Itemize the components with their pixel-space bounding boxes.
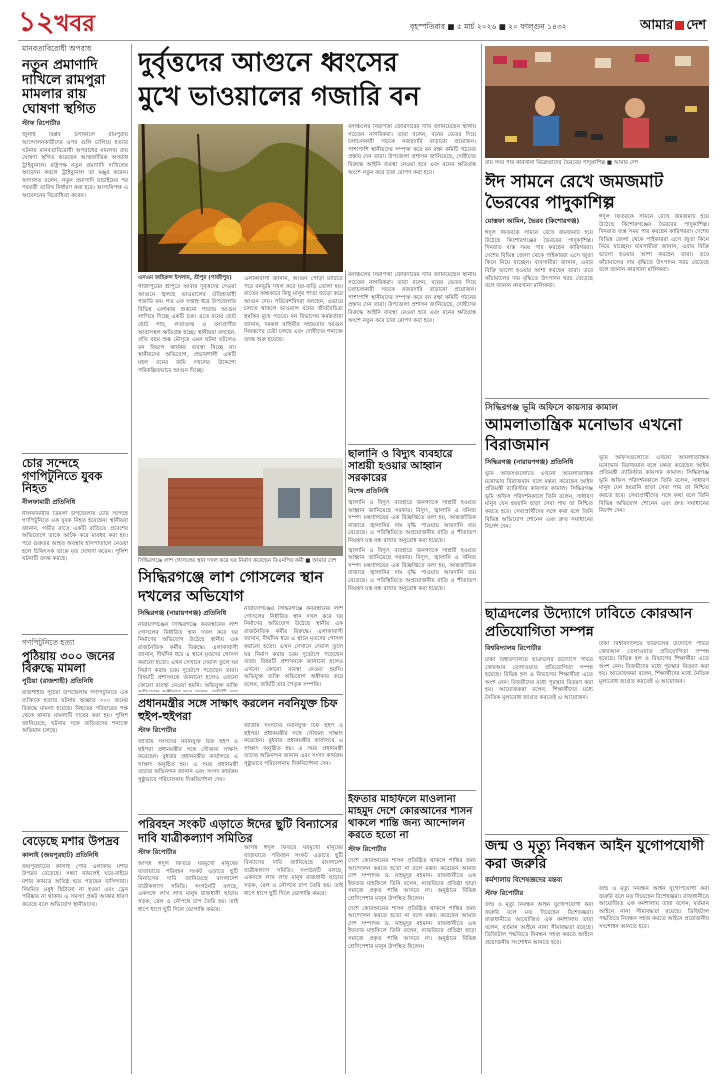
story-body: জন্ম ও মৃত্যু নিবন্ধন আইন যুগোপযোগী করা জরুরি বলে মত দিয়েছেন বিশেষজ্ঞরা। রাজধানীতে আয়োজিত এক কর্মশালায় তারা বলেন, বর্তমান আইনে নানা সীমাবদ্ধতা রয়েছে। ডিজিটাল পদ্ধতিতে নিবন্ধন সহজ করতে আইনে প্রয়োজনীয় সংশোধন আনতে হবে। (485, 902, 593, 946)
story-body-col2: জন্ম ও মৃত্যু নিবন্ধন আইন যুগোপযোগী করা জরুরি বলে মত দিয়েছেন বিশেষজ্ঞরা। রাজধানীতে আয়োজিত এক কর্মশালায় তারা বলেন, বর্তমান আইনে নানা সীমাবদ্ধতা রয়েছে। ডিজিটাল পদ্ধতিতে নিবন্ধন সহজ করতে আইনে প্রয়োজনীয় সংশোধন আনতে হবে। (599, 886, 709, 930)
story-byline: বিশ্ববিদ্যালয় রিপোর্টার (485, 644, 542, 652)
lead-column-2 (244, 276, 343, 456)
story-body-col2: ভূমি অফিসগুলোতে এখনো আমলাতান্ত্রিক মনোভাব বিরাজমান বলে মন্তব্য করেছেন আইন প্রতিমন্ত্রী ব্যারিস্টার কায়সার কামাল। সিদ্ধিরগঞ্জ ভূমি অফিস পরিদর্শনকালে তিনি বলেন, সাধারণ মানুষ যেন হয়রানি ছাড়া সেবা পায় তা নিশ্চিত করতে হবে। সেবাপ্রার্থীদের সঙ্গে কথা বলে তিনি বিভিন্ন অভিযোগ শোনেন এবং দ্রুত সমাধানের নির্দেশ দেন। (599, 455, 709, 515)
siddhirganj-story (138, 568, 343, 692)
land-office-story (485, 401, 709, 601)
story-kicker: সিদ্ধিরগঞ্জ ভূমি অফিসে কায়সার কামাল (485, 403, 618, 413)
lead-body: এলাকাবাসী জানান, আগুন পোড়া মাটিতে পরে বনভূমি দখল করে ঘর-বাড়ি তোলা হয়। রাতের অন্ধকারে কিছু মানুষ পাতা জড়ো করে আগুন দেয়। পরিবেশবিদরা বলছেন, এভাবে চলতে থাকলে ভাওয়াল বনের জীববৈচিত্র্য হুমকির মুখে পড়বে। বন বিভাগের কর্মকর্তারা জানান, দমকল বাহিনীর সহায়তায় আগুন নিয়ন্ত্রণের চেষ্টা চলছে এবং দোষীদের শনাক্তে তদন্ত শুরু হয়েছে। (244, 276, 343, 343)
left-column (22, 44, 128, 1074)
story-body: জ্বালানি ও বিদ্যুৎ ব্যবহারে জনগণকে সাশ্রয়ী হওয়ার আহ্বান জানিয়েছে সরকার। বিদ্যুৎ, জ্বালানি ও খনিজ সম্পদ মন্ত্রণালয়ের এক বিজ্ঞপ্তিতে বলা হয়, আন্তর্জাতিক বাজারে জ্বালানির দাম বৃদ্ধি পাওয়ায় আমদানি ব্যয় বেড়েছে। এ পরিস্থিতিতে অপ্রয়োজনীয় বাতি ও শীতাতপ নিয়ন্ত্রণ যন্ত্র বন্ধ রাখার অনুরোধ করা হয়েছে। (348, 547, 476, 592)
issue-date: বৃহস্পতিবার ■ ৫ মার্চ ২০২৬ ■ ২০ ফাল্গুন ১৪৩২ (410, 22, 567, 31)
story-body: রাজশাহীর পুঠিয়া উপজেলায় গণপিটুনিতে এক ব্যক্তিকে হত্যার ঘটনায় অজ্ঞাত ৩০০ জনের বিরুদ্ধে মামলা হয়েছে। নিহতের পরিবারের পক্ষ থেকে থানায় মামলাটি দায়ের করা হয়। পুলিশ জানিয়েছে, ঘটনার সঙ্গে জড়িতদের শনাক্তে অভিযান চলছে। (22, 690, 128, 735)
lead-headline-line2: মুখে ভাওয়ালের গজারি বন (138, 82, 420, 112)
registration-story (485, 837, 709, 1074)
transport-story (138, 817, 343, 1074)
photo-caption: সিদ্ধিরগঞ্জে লাশ গোসলের স্থান দখল করে ঘর নির্মাণ করেছেন বিএনপির কর্মী ■ আমার দেশ (138, 558, 337, 564)
building-image (138, 458, 343, 556)
story-body-col2: আসন্ন ঈদুল ফিতরে ঘরমুখো মানুষের যাতায়াতে পরিবহন সংকট এড়াতে ছুটি বিন্যাসের দাবি জানিয়েছে বাংলাদেশ যাত্রীকল্যাণ সমিতি। সংগঠনটি বলছে, একসঙ্গে লাখ লাখ মানুষ রাজধানী ছাড়ায় সড়ক, রেল ও নৌপথে চাপ তৈরি হয়। তাই ধাপে ধাপে ছুটি দিলে ভোগান্তি কমবে। (244, 845, 343, 897)
header-rule (18, 40, 708, 41)
brand-square (675, 21, 684, 30)
masthead-logo (640, 16, 706, 37)
story-byline: পুঠিয়া (রাজশাহী) প্রতিনিধি (22, 677, 94, 686)
lead-column-1 (138, 284, 236, 456)
story-headline: সিদ্ধিরগঞ্জে লাশ গোসলের স্থান দখলের অভিযোগ (138, 568, 324, 605)
story-body-col2: ঢাকা বিশ্ববিদ্যালয়ে ছাত্রদলের উদ্যোগে পবিত্র কোরআন তেলাওয়াত প্রতিযোগিতা সম্পন্ন হয়েছে। বিভিন্ন হল ও বিভাগের শিক্ষার্থীরা এতে অংশ নেন। বিজয়ীদের মধ্যে পুরস্কার বিতরণ করা হয়। আয়োজকরা বলেন, শিক্ষার্থীদের মধ্যে নৈতিক মূল্যবোধ জাগ্রত করতেই এ আয়োজন। (599, 641, 709, 685)
story-byline: স্টাফ রিপোর্টার (22, 119, 61, 128)
story-byline: সিদ্ধিরগঞ্জ (নারায়ণগঞ্জ) প্রতিনিধি (138, 609, 227, 617)
story-byline: স্টাফ রিপোর্টার (485, 889, 524, 897)
brand-left: আমার (640, 18, 674, 33)
story-byline: স্টাফ রিপোর্টার (348, 845, 387, 853)
story-body: জাতীয় সংসদের নবনিযুক্ত চিফ হুইপ ও হুইপরা প্রধানমন্ত্রীর সঙ্গে সৌজন্য সাক্ষাৎ করেছেন। বুধবার প্রধানমন্ত্রীর কার্যালয়ে এ সাক্ষাৎ অনুষ্ঠিত হয়। এ সময় প্রধানমন্ত্রী তাদের অভিনন্দন জানান এবং সংসদ কার্যক্রম সুষ্ঠুভাবে পরিচালনায় দিকনির্দেশনা দেন। (138, 739, 238, 783)
footwear-story (485, 172, 709, 396)
lead-headline (138, 46, 478, 118)
brand-right: দেশ (686, 18, 707, 33)
story-headline: ইফতার মাহফিলে মাওলানা মাহমুদ দেশে কোরআনের শাসন থাকলে শান্তি জন্য আন্দোলন করতে হতো না (348, 794, 473, 841)
forest-fire-image (138, 124, 343, 272)
story-headline: চোর সন্দেহে গণপিটুনিতে যুবক নিহত (22, 456, 103, 496)
forest-fire-photo (138, 124, 343, 272)
story-divider (485, 602, 709, 603)
iftar-story (348, 794, 476, 1074)
story-byline: কালাই (জয়পুরহাট) প্রতিনিধি (22, 850, 99, 859)
column-divider (345, 270, 346, 1074)
story-headline: বেড়েছে মশার উপদ্রব (22, 834, 120, 849)
story-headline: নতুন প্রমাণাদি দাখিলে রামপুরা মামলার রায় ঘোষণা স্থগিত (22, 57, 106, 117)
story-divider (22, 634, 128, 635)
story-divider (138, 814, 343, 815)
energy-story (348, 448, 476, 788)
story-divider (22, 453, 128, 454)
lead-body: গাজীপুরের শ্রীপুরে আবার দুর্বৃত্তদের দেওয়া আগুনে জ্বলছে ভাওয়ালের ঐতিহ্যবাহী গজারি বন। গত এক সপ্তাহ ধরে উপজেলার বিভিন্ন এলাকায় শুকনো পাতায় আগুন লাগিয়ে দিচ্ছে একটি চক্র। এতে বনের ছোট ছোট গাছ, লতাগুল্ম ও বন্যপ্রাণীর আবাসস্থল ক্ষতিগ্রস্ত হচ্ছে। স্থানীয়রা বলছেন, প্রতি বছর শুষ্ক মৌসুমে এমন ঘটনা ঘটলেও বন বিভাগ কার্যকর ব্যবস্থা নিচ্ছে না। স্থানীয়দের অভিযোগ, প্রভাবশালী একটি মহল বনের জমি দখলের উদ্দেশ্যে পরিকল্পিতভাবে আগুন দিচ্ছে। (138, 284, 236, 374)
pm-meeting-story (138, 697, 343, 812)
story-byline: স্টাফ রিপোর্টার (138, 726, 177, 734)
story-headline: জন্ম ও মৃত্যু নিবন্ধন আইন যুগোপযোগী করা জরুরি (485, 838, 705, 872)
column-divider (481, 44, 482, 1074)
story-divider (22, 831, 128, 832)
lead-column-3 (348, 124, 476, 266)
page-number (18, 6, 95, 40)
story-headline: ছাত্রদলের উদ্যোগে ঢাবিতে কোরআন প্রতিযোগিতা সম্পন্ন (485, 606, 693, 640)
story-body: দেশে কোরআনের শাসন প্রতিষ্ঠিত থাকলে শান্তির জন্য আন্দোলন করতে হতো না বলে মন্তব্য করেছেন আমার দেশ সম্পাদক ড. মাহমুদুর রহমান। রাজধানীতে এক ইফতার মাহফিলে তিনি বলেন, ন্যায়বিচার প্রতিষ্ঠা ছাড়া সমাজে প্রকৃত শান্তি আসবে না। অনুষ্ঠানে বিভিন্ন শ্রেণিপেশার মানুষ উপস্থিত ছিলেন। (348, 858, 476, 902)
story-body-col2: নারায়ণগঞ্জের সিদ্ধিরগঞ্জে কবরস্থানের লাশ গোসলের নির্ধারিত স্থান দখল করে ঘর নির্মাণের অভিযোগ উঠেছে স্থানীয় এক রাজনৈতিক কর্মীর বিরুদ্ধে। এলাকাবাসী জানান, দীর্ঘদিন ধরে এ স্থানে মৃতদের গোসল করানো হতো। এখন সেখানে দেয়াল তুলে ঘর নির্মাণ করায় চরম দুর্ভোগে পড়েছেন তারা। বিষয়টি প্রশাসনকে জানানো হলেও এখনো কোনো ব্যবস্থা নেওয়া হয়নি। অভিযুক্ত ব্যক্তি অভিযোগ অস্বীকার করে বলেন, জমিটি তার পৈতৃক সম্পত্তি। (244, 606, 343, 688)
column-divider (131, 44, 132, 1074)
story-body: দেশে কোরআনের শাসন প্রতিষ্ঠিত থাকলে শান্তির জন্য আন্দোলন করতে হতো না বলে মন্তব্য করেছেন আমার দেশ সম্পাদক ড. মাহমুদুর রহমান। রাজধানীতে এক ইফতার মাহফিলে তিনি বলেন, ন্যায়বিচার প্রতিষ্ঠা ছাড়া সমাজে প্রকৃত শান্তি আসবে না। অনুষ্ঠানে বিভিন্ন শ্রেণিপেশার মানুষ উপস্থিত ছিলেন। (348, 905, 476, 950)
story-body: নীলফামারীর ডিমলা উপজেলায় চোর সন্দেহে গণপিটুনিতে এক যুবক নিহত হয়েছেন। স্থানীয়রা জানান, গভীর রাতে একটি বাড়িতে প্রবেশের অভিযোগে তাকে আটক করে মারধর করা হয়। পরে গুরুতর আহত অবস্থায় হাসপাতালে নেওয়া হলে চিকিৎসক তাকে মৃত ঘোষণা করেন। পুলিশ ঘটনাটি তদন্ত করছে। (22, 510, 128, 563)
story-body: ঈদুল ফিতরকে সামনে রেখে জমজমাট হয়ে উঠেছে কিশোরগঞ্জের ভৈরবের পাদুকাশিল্প। দিনরাত ব্যস্ত সময় পার করছেন কারিগররা। দেশের বিভিন্ন জেলা থেকে পাইকাররা এসে জুতা কিনে নিয়ে যাচ্ছেন। ব্যবসায়ীরা জানান, এবার বিক্রি ভালো হওয়ার আশা করছেন তারা। তবে কাঁচামালের দাম বৃদ্ধিতে উৎপাদন খরচ বেড়েছে বলে জানান কারখানা মালিকরা। (485, 230, 593, 290)
story-kicker: মানবতাবিরোধী অপরাধ (22, 44, 92, 53)
story-byline: মোস্তফা আমিন, ভৈরব (কিশোরগঞ্জ) (485, 217, 580, 225)
lead-headline-line1: দুর্বৃত্তদের আগুনে ধ্বংসের (138, 48, 398, 78)
photo-caption: রায় সদর পার কারখানা বিক্রেতাদের ভৈরবের পাদুকাশিল্প ■ আমার দেশ (485, 160, 639, 166)
center-column-upper (348, 272, 476, 432)
story-kicker: গণপিটুনিতে হত্যা (22, 637, 75, 647)
story-body: ভূমি অফিসগুলোতে এখনো আমলাতান্ত্রিক মনোভাব বিরাজমান বলে মন্তব্য করেছেন আইন প্রতিমন্ত্রী ব্যারিস্টার কায়সার কামাল। সিদ্ধিরগঞ্জ ভূমি অফিস পরিদর্শনকালে তিনি বলেন, সাধারণ মানুষ যেন হয়রানি ছাড়া সেবা পায় তা নিশ্চিত করতে হবে। সেবাপ্রার্থীদের সঙ্গে কথা বলে তিনি বিভিন্ন অভিযোগ শোনেন এবং দ্রুত সমাধানের নির্দেশ দেন। (485, 471, 593, 531)
story-divider (138, 694, 343, 695)
story-byline: বিশেষ প্রতিনিধি (348, 487, 389, 495)
footwear-image (485, 46, 709, 158)
quran-competition-story (485, 605, 709, 831)
story-headline: ছালানি ও বিদ্যুৎ ব্যবহারে সাশ্রয়ী হওয়ার আহ্বান সরকারের (348, 448, 453, 484)
story-body: জয়পুরহাটের কালাই পৌর এলাকায় মশার উপদ্রব বেড়েছে। সন্ধ্যা নামলেই ঘরে-বাইরে মশার কামড়ে অতিষ্ঠ হয়ে পড়ছেন বাসিন্দারা। নিয়মিত ওষুধ ছিটানো না হওয়া এবং ড্রেন পরিষ্কার না থাকায় এ সমস্যা প্রকট আকার ধারণ করেছে বলে অভিযোগ স্থানীয়দের। (22, 863, 128, 908)
story-byline: স্টাফ রিপোর্টার (138, 848, 177, 856)
story-body: জুলাই বিপ্লব চলাকালে রামপুরায় আন্দোলনকারীদের ওপর গুলি চালিয়ে হত্যার ঘটনায় মানবতাবিরোধী অপরাধের মামলায় রায় ঘোষণা স্থগিত করেছেন আন্তর্জাতিক অপরাধ ট্রাইব্যুনাল। রাষ্ট্রপক্ষ নতুন প্রমাণাদি দাখিলের আবেদন করলে ট্রাইব্যুনাল তা মঞ্জুর করেন। আদালত বলেন, নতুন প্রমাণাদি যাচাইয়ের পর পরবর্তী তারিখ নির্ধারণ করা হবে। আসামিপক্ষ এ আবেদনের বিরোধিতা করেন। (22, 132, 128, 200)
story-body: জ্বালানি ও বিদ্যুৎ ব্যবহারে জনগণকে সাশ্রয়ী হওয়ার আহ্বান জানিয়েছে সরকার। বিদ্যুৎ, জ্বালানি ও খনিজ সম্পদ মন্ত্রণালয়ের এক বিজ্ঞপ্তিতে বলা হয়, আন্তর্জাতিক বাজারে জ্বালানির দাম বৃদ্ধি পাওয়ায় আমদানি ব্যয় বেড়েছে। এ পরিস্থিতিতে অপ্রয়োজনীয় বাতি ও শীতাতপ নিয়ন্ত্রণ যন্ত্র বন্ধ রাখার অনুরোধ করা হয়েছে। (348, 500, 476, 544)
story-headline: ঈদ সামনে রেখে জমজমাট ভৈরবের পাদুকাশিল্প (485, 172, 664, 213)
story-headline: পরিবহন সংকট এড়াতে ঈদের ছুটি বিন্যাসের দাবি যাত্রীকল্যাণ সমিতির (138, 817, 338, 845)
story-divider (348, 444, 476, 445)
story-headline: পুঠিয়ায় ৩০০ জনের বিরুদ্ধে মামলা (22, 648, 115, 675)
story-byline: সিদ্ধিরগঞ্জ (নারায়ণগঞ্জ) প্রতিনিধি (485, 458, 574, 466)
story-kicker: কর্মশালায় বিশেষজ্ঞদের মন্তব্য (485, 876, 563, 884)
story-headline: প্রধানমন্ত্রীর সঙ্গে সাক্ষাৎ করলেন নবনিযুক্ত চিফ হুইপ-হুইপরা (138, 697, 338, 723)
story-divider (348, 790, 476, 791)
story-byline: নীলফামারী প্রতিনিধি (22, 497, 76, 506)
story-body: আসন্ন ঈদুল ফিতরে ঘরমুখো মানুষের যাতায়াতে পরিবহন সংকট এড়াতে ছুটি বিন্যাসের দাবি জানিয়েছে বাংলাদেশ যাত্রীকল্যাণ সমিতি। সংগঠনটি বলছে, একসঙ্গে লাখ লাখ মানুষ রাজধানী ছাড়ায় সড়ক, রেল ও নৌপথে চাপ তৈরি হয়। তাই ধাপে ধাপে ছুটি দিলে ভোগান্তি কমবে। (138, 861, 238, 913)
story-headline: আমলাতান্ত্রিক মনোভাব এখনো বিরাজমান (485, 415, 683, 454)
footwear-photo (485, 46, 709, 158)
section-name: খবর (54, 11, 95, 37)
story-body-col2: ঈদুল ফিতরকে সামনে রেখে জমজমাট হয়ে উঠেছে কিশোরগঞ্জের ভৈরবের পাদুকাশিল্প। দিনরাত ব্যস্ত সময় পার করছেন কারিগররা। দেশের বিভিন্ন জেলা থেকে পাইকাররা এসে জুতা কিনে নিয়ে যাচ্ছেন। ব্যবসায়ীরা জানান, এবার বিক্রি ভালো হওয়ার আশা করছেন তারা। তবে কাঁচামালের দাম বৃদ্ধিতে উৎপাদন খরচ বেড়েছে বলে জানান কারখানা মালিকরা। (599, 214, 709, 274)
story-divider (485, 398, 709, 399)
building-photo (138, 458, 343, 556)
story-body: নারায়ণগঞ্জের সিদ্ধিরগঞ্জে কবরস্থানের লাশ গোসলের নির্ধারিত স্থান দখল করে ঘর নির্মাণের অভিযোগ উঠেছে স্থানীয় এক রাজনৈতিক কর্মীর বিরুদ্ধে। এলাকাবাসী জানান, দীর্ঘদিন ধরে এ স্থানে মৃতদের গোসল করানো হতো। এখন সেখানে দেয়াল তুলে ঘর নির্মাণ করায় চরম দুর্ভোগে পড়েছেন তারা। বিষয়টি প্রশাসনকে জানানো হলেও এখনো কোনো ব্যবস্থা নেওয়া হয়নি। অভিযুক্ত ব্যক্তি (138, 622, 238, 689)
lead-body-continued: বনাঞ্চলের নিরাপত্তা জোরদারের দাবি জানিয়েছেন স্থানীয় সচেতন নাগরিকরা। তারা বলেন, বনের ভেতর দিয়ে চলাচলকারী সড়কে নজরদারি বাড়ানো প্রয়োজন। পাশাপাশি স্থানীয়দের সম্পৃক্ত করে বন রক্ষা কমিটি গঠনের প্রস্তাব দেন তারা। উপজেলা প্রশাসন জানিয়েছে, দোষীদের বিরুদ্ধে আইনি ব্যবস্থা নেওয়া হবে এবং বনের ক্ষতিগ্রস্ত অংশে নতুন করে চারা রোপণ করা হবে। (348, 272, 476, 324)
photo-caption: এসএম জহিরুল ইসলাম, শ্রীপুর (গাজীপুর) (138, 275, 232, 281)
story-divider (485, 834, 709, 835)
story-body: ঢাকা বিশ্ববিদ্যালয়ে ছাত্রদলের উদ্যোগে পবিত্র কোরআন তেলাওয়াত প্রতিযোগিতা সম্পন্ন হয়েছে। বিভিন্ন হল ও বিভাগের শিক্ষার্থীরা এতে অংশ নেন। বিজয়ীদের মধ্যে পুরস্কার বিতরণ করা হয়। আয়োজকরা বলেন, শিক্ষার্থীদের মধ্যে নৈতিক মূল্যবোধ জাগ্রত করতেই এ আয়োজন। (485, 657, 593, 701)
story-body-col2: জাতীয় সংসদের নবনিযুক্ত চিফ হুইপ ও হুইপরা প্রধানমন্ত্রীর সঙ্গে সৌজন্য সাক্ষাৎ করেছেন। বুধবার প্রধানমন্ত্রীর কার্যালয়ে এ সাক্ষাৎ অনুষ্ঠিত হয়। এ সময় প্রধানমন্ত্রী তাদের অভিনন্দন জানান এবং সংসদ কার্যক্রম সুষ্ঠুভাবে পরিচালনায় দিকনির্দেশনা দেন। (244, 723, 343, 767)
page-number-digits: ১২ (18, 5, 55, 38)
lead-body: বনাঞ্চলের নিরাপত্তা জোরদারের দাবি জানিয়েছেন স্থানীয় সচেতন নাগরিকরা। তারা বলেন, বনের ভেতর দিয়ে চলাচলকারী সড়কে নজরদারি বাড়ানো প্রয়োজন। পাশাপাশি স্থানীয়দের সম্পৃক্ত করে বন রক্ষা কমিটি গঠনের প্রস্তাব দেন তারা। উপজেলা প্রশাসন জানিয়েছে, দোষীদের বিরুদ্ধে আইনি ব্যবস্থা নেওয়া হবে এবং বনের ক্ষতিগ্রস্ত অংশে নতুন করে চারা রোপণ করা হবে। (348, 124, 476, 176)
